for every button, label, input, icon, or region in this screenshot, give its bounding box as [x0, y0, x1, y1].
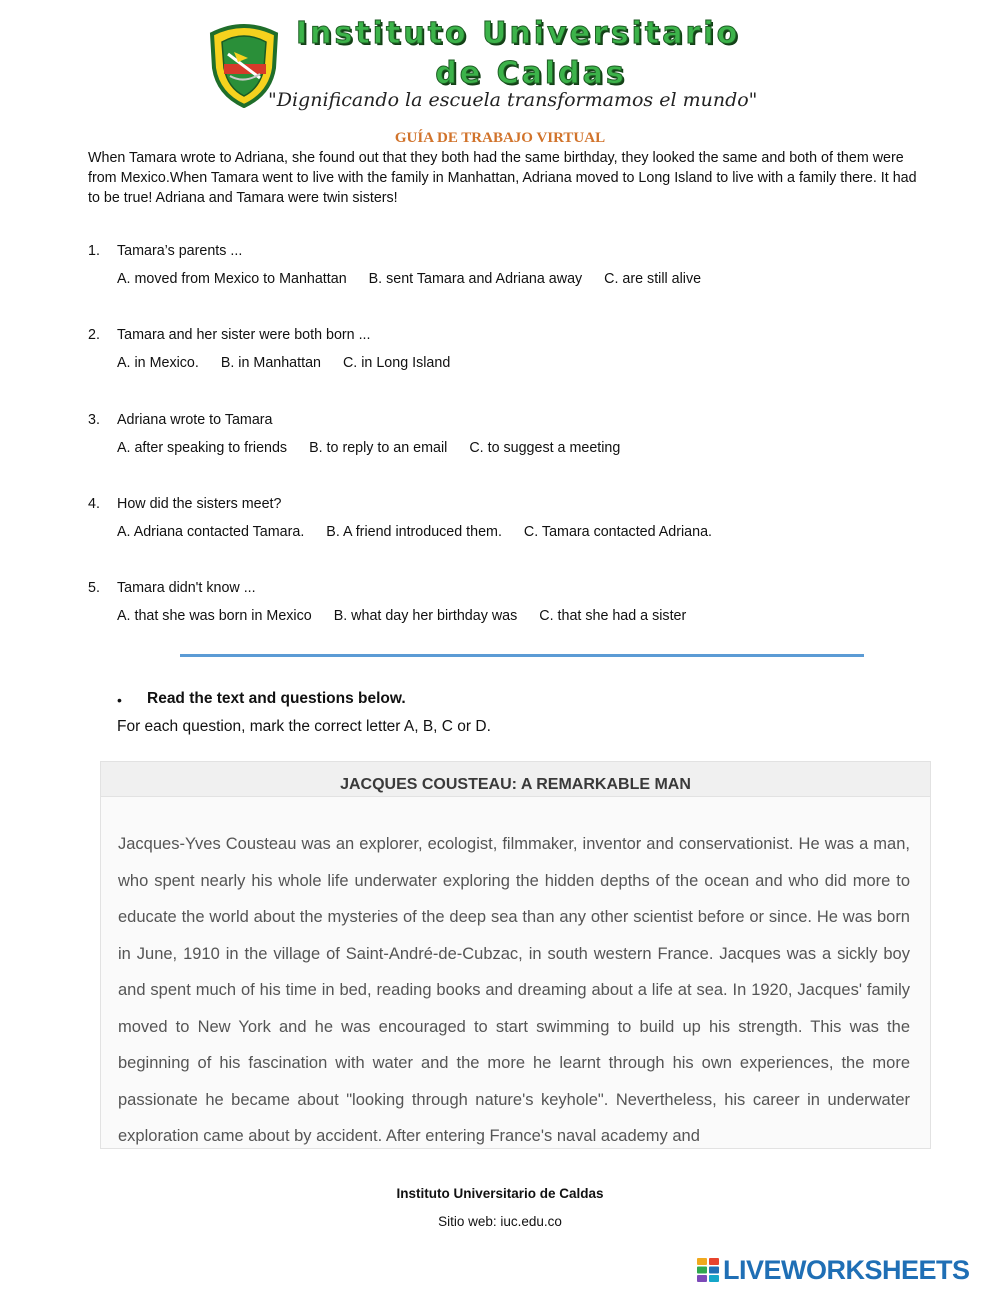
- liveworksheets-logo-icon: [697, 1258, 719, 1282]
- question-number: 1.: [88, 243, 100, 259]
- section-divider: [180, 654, 864, 657]
- answer-option-c[interactable]: C. are still alive: [604, 271, 702, 287]
- question-4: [88, 496, 928, 556]
- answer-option-b[interactable]: B. sent Tamara and Adriana away: [368, 271, 583, 287]
- answer-option-c[interactable]: C. Tamara contacted Adriana.: [523, 524, 713, 540]
- question-text: How did the sisters meet?: [117, 496, 282, 512]
- article-title: JACQUES COUSTEAU: A REMARKABLE MAN: [101, 762, 930, 797]
- instructions-text: For each question, mark the correct letter A, B, C or D.: [117, 718, 491, 735]
- footer-website: Sitio web: iuc.edu.co: [438, 1214, 562, 1229]
- document-header: [0, 0, 1000, 125]
- question-1: [88, 243, 928, 303]
- answer-option-a[interactable]: A. Adriana contacted Tamara.: [117, 524, 305, 540]
- question-number: 5.: [88, 580, 100, 596]
- question-text: Tamara’s parents ...: [117, 243, 243, 259]
- answer-option-a[interactable]: A. moved from Mexico to Manhattan: [117, 271, 347, 287]
- answer-option-c[interactable]: C. to suggest a meeting: [469, 440, 621, 456]
- question-2: [88, 327, 928, 387]
- answer-option-c[interactable]: C. that she had a sister: [539, 608, 687, 624]
- answer-options: [117, 440, 638, 456]
- bullet-icon: •: [117, 692, 122, 708]
- question-text: Tamara didn't know ...: [117, 580, 256, 596]
- answer-option-b[interactable]: B. to reply to an email: [309, 440, 448, 456]
- question-text: Adriana wrote to Tamara: [117, 412, 273, 428]
- guide-title: GUÍA DE TRABAJO VIRTUAL: [394, 130, 606, 146]
- intro-paragraph: When Tamara wrote to Adriana, she found out that they both had the same birthday, they looked the same and both of them were from Mexico.When Tamara went to live with the family in Manhattan, Adriana moved to Long Island to live with a family there. It had to be true! Adriana and Tamara were twin sisters!: [88, 150, 917, 206]
- footer-institution-name: Instituto Universitario de Caldas: [396, 1186, 604, 1201]
- answer-options: [117, 608, 704, 624]
- answer-option-b[interactable]: B. in Manhattan: [220, 355, 321, 371]
- institution-motto: "Dignificando la escuela transformamos el mundo": [268, 89, 758, 111]
- article-body: Jacques-Yves Cousteau was an explorer, ecologist, filmmaker, inventor and conservationist. He was a man, who spent nearly his whole life underwater exploring the hidden depths of the ocean and who did more to educate the world about the mysteries of the deep sea than any other scientist before or since. He was born in June, 1910 in the village of Saint-André-de-Cubzac, in south western France. Jacques was a sickly boy and spent much of his time in bed, reading books and dreaming about a life at sea. In 1920, Jacques' family moved to New York and he was encouraged to start swimming to build up his strength. This was the beginning of his fascination with water and the more he learnt through his own experiences, the more passionate he became about "looking through nature's keyhole". Nevertheless, his career in underwater exploration came about by accident. After entering France's naval academy and: [118, 835, 910, 1145]
- answer-options: [117, 355, 468, 371]
- liveworksheets-wordmark: LIVEWORKSHEETS: [723, 1255, 970, 1285]
- answer-options: [117, 524, 730, 540]
- institution-name-line2: de Caldas: [435, 56, 627, 91]
- answer-option-a[interactable]: A. after speaking to friends: [117, 440, 288, 456]
- question-3: [88, 412, 928, 472]
- answer-option-b[interactable]: B. A friend introduced them.: [326, 524, 502, 540]
- instructions-heading: Read the text and questions below.: [147, 690, 406, 707]
- answer-option-a[interactable]: A. in Mexico.: [117, 355, 199, 371]
- reading-article: [100, 761, 931, 1149]
- question-number: 3.: [88, 412, 100, 428]
- answer-option-a[interactable]: A. that she was born in Mexico: [117, 608, 312, 624]
- institution-name-line1: Instituto Universitario: [296, 16, 741, 51]
- question-5: [88, 580, 928, 640]
- liveworksheets-brand[interactable]: [697, 1255, 997, 1285]
- answer-option-c[interactable]: C. in Long Island: [342, 355, 451, 371]
- question-text: Tamara and her sister were both born ...: [117, 327, 371, 343]
- question-number: 4.: [88, 496, 100, 512]
- answer-options: [117, 271, 719, 287]
- question-number: 2.: [88, 327, 100, 343]
- answer-option-b[interactable]: B. what day her birthday was: [333, 608, 518, 624]
